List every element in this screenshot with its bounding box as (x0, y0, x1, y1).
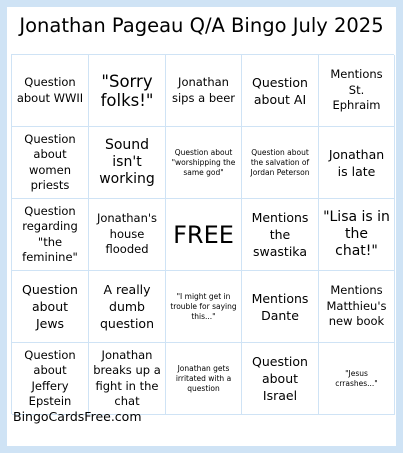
bingo-cell[interactable]: Question about Jews (12, 271, 89, 343)
bingo-cell[interactable]: Sound isn't working (89, 127, 166, 199)
bingo-cell[interactable]: "Jesus crrashes..." (319, 343, 395, 415)
bingo-cell[interactable]: Mentions St. Ephraim (319, 55, 395, 127)
bingo-cell[interactable]: "I might get in trouble for saying this..." (166, 271, 242, 343)
bingo-cell[interactable]: Jonathan is late (319, 127, 395, 199)
bingo-card (7, 7, 396, 446)
bingo-cell[interactable]: A really dumb question (89, 271, 166, 343)
bingo-cell[interactable]: Jonathan's house flooded (89, 199, 166, 271)
bingo-cell[interactable]: "Sorry folks!" (89, 55, 166, 127)
bingo-cell[interactable]: Jonathan breaks up a fight in the chat (89, 343, 166, 415)
free-space[interactable]: FREE (166, 199, 242, 271)
bingo-cell[interactable]: Question about WWII (12, 55, 89, 127)
bingo-cell[interactable]: Question about "worshipping the same god" (166, 127, 242, 199)
bingo-cell[interactable]: "Lisa is in the chat!" (319, 199, 395, 271)
bingo-cell[interactable]: Question about Israel (242, 343, 319, 415)
card-title: Jonathan Pageau Q/A Bingo July 2025 (19, 14, 384, 37)
bingo-cell[interactable]: Mentions Dante (242, 271, 319, 343)
bingo-cell[interactable]: Jonathan sips a beer (166, 55, 242, 127)
bingo-cell[interactable]: Mentions the swastika (242, 199, 319, 271)
bingo-grid (11, 54, 394, 414)
bingo-cell[interactable]: Question about the salvation of Jordan Peterson (242, 127, 319, 199)
bingo-cell[interactable]: Question regarding "the feminine" (12, 199, 89, 271)
bingo-cell[interactable]: Jonathan gets irritated with a question (166, 343, 242, 415)
bingo-cell[interactable]: Question about Jeffery Epstein (12, 343, 89, 415)
bingo-cell[interactable]: Question about women priests (12, 127, 89, 199)
bingo-cell[interactable]: Mentions Matthieu's new book (319, 271, 395, 343)
footer-credit: BingoCardsFree.com (13, 409, 142, 424)
bingo-cell[interactable]: Question about AI (242, 55, 319, 127)
